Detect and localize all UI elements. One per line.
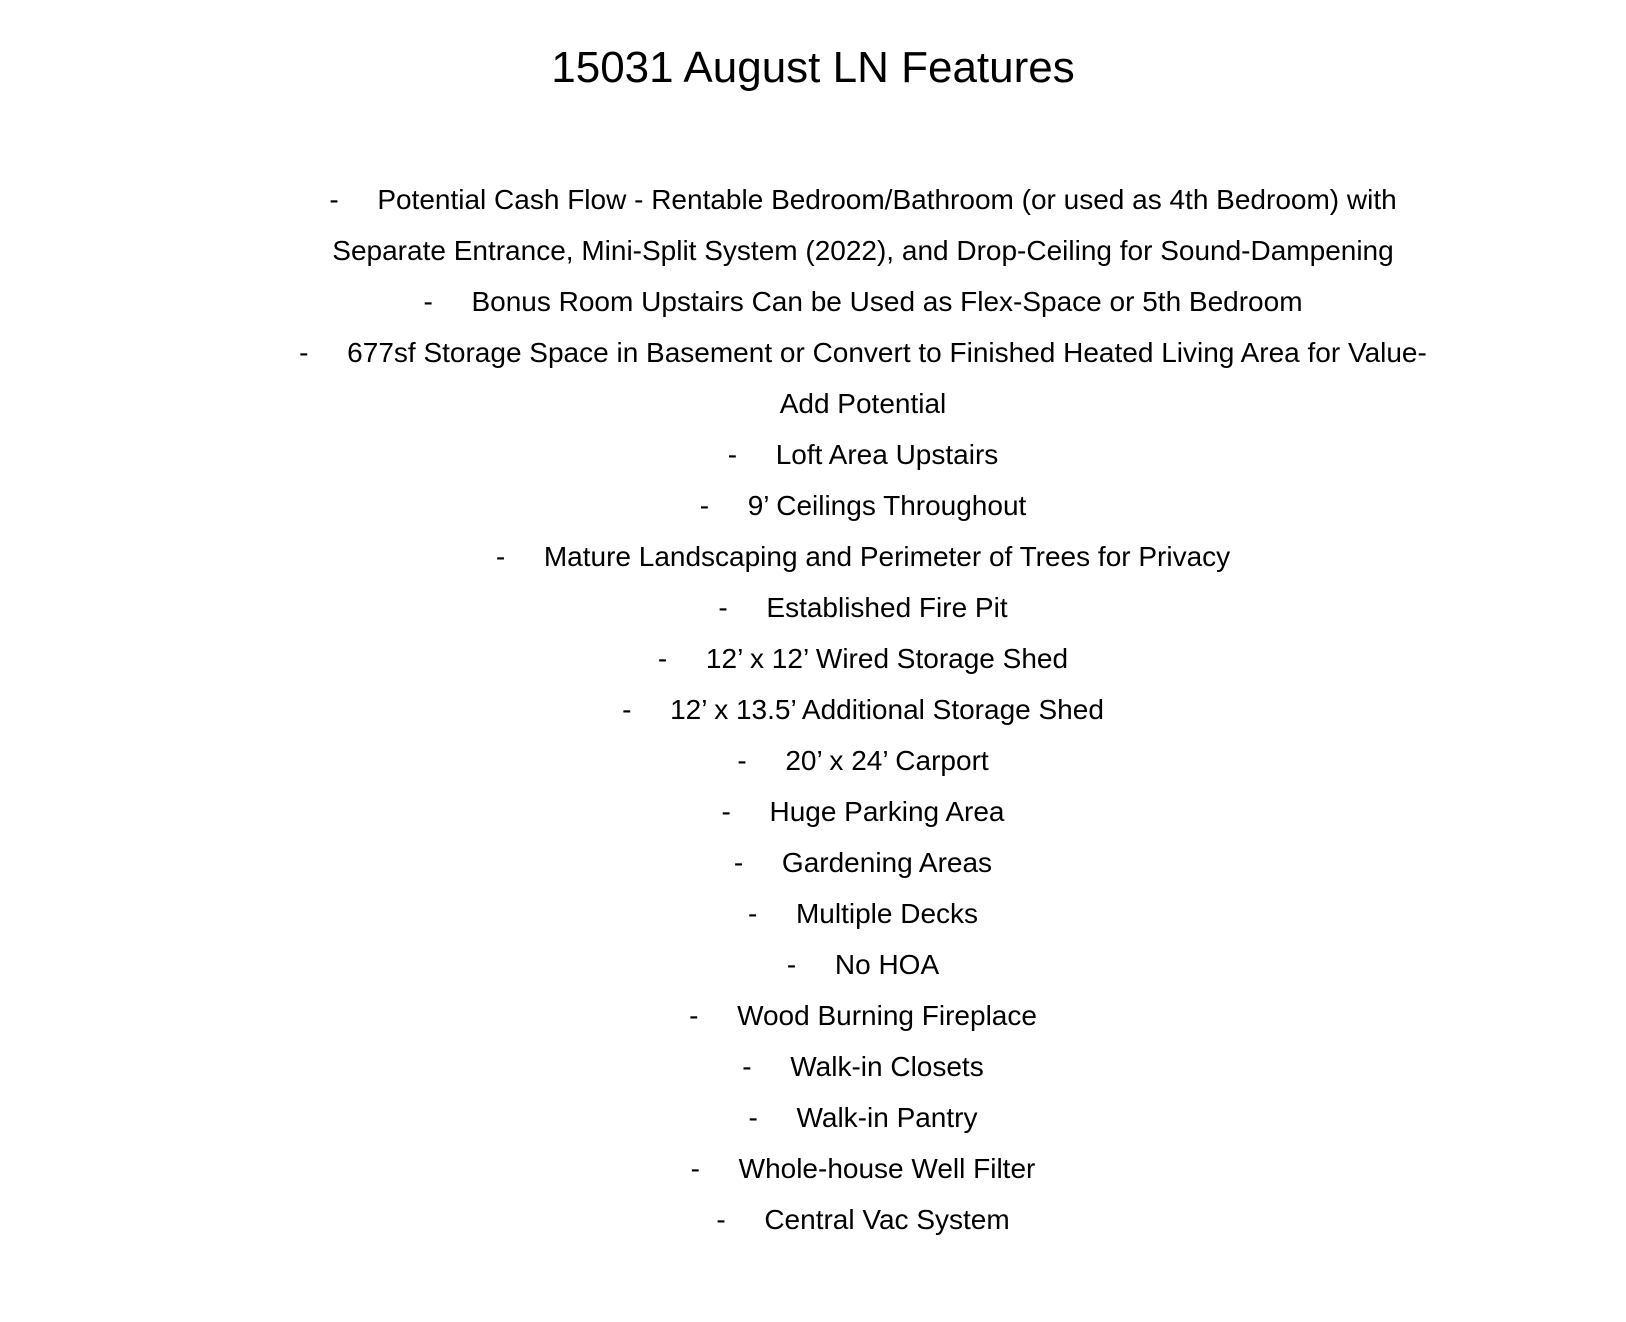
bullet-dash: - [690, 1153, 700, 1184]
feature-item [278, 939, 1448, 990]
feature-item [278, 174, 1448, 276]
feature-text: Loft Area Upstairs [775, 439, 999, 470]
bullet-dash: - [657, 643, 668, 674]
page-title: 15031 August LN Features [551, 43, 1075, 92]
bullet-dash: - [622, 694, 632, 725]
feature-item [278, 1143, 1448, 1194]
feature-text: Established Fire Pit [766, 592, 1008, 623]
feature-text: Potential Cash Flow - Rentable Bedroom/Bathroom (or used as 4th Bedroom) with Separate Entrance, Mini-Split System (2022), and Drop-Ceiling for Sound-Dampening [332, 184, 1397, 266]
bullet-dash: - [721, 796, 731, 827]
feature-text: 677sf Storage Space in Basement or Convert to Finished Heated Living Area for Value-Add Potential [347, 337, 1427, 419]
bullet-dash: - [699, 490, 710, 521]
bullet-dash: - [423, 286, 433, 317]
bullet-dash: - [742, 1051, 752, 1082]
feature-item [278, 1092, 1448, 1143]
feature-item [278, 582, 1448, 633]
feature-text: Multiple Decks [795, 898, 979, 929]
feature-item [278, 1041, 1448, 1092]
bullet-dash: - [748, 1102, 758, 1133]
feature-list [0, 174, 1626, 1245]
bullet-dash: - [786, 949, 797, 980]
bullet-dash: - [747, 898, 758, 929]
feature-item [278, 531, 1448, 582]
bullet-dash: - [329, 184, 339, 215]
bullet-dash: - [495, 541, 506, 572]
feature-text: Mature Landscaping and Perimeter of Trees for Privacy [543, 541, 1231, 572]
bullet-dash: - [716, 1204, 726, 1235]
feature-item [278, 837, 1448, 888]
bullet-dash: - [299, 337, 309, 368]
feature-text: Whole-house Well Filter [738, 1153, 1036, 1184]
feature-item [278, 276, 1448, 327]
feature-item [278, 1194, 1448, 1245]
feature-text: Walk-in Closets [790, 1051, 984, 1082]
feature-text: 9’ Ceilings Throughout [747, 490, 1027, 521]
bullet-dash: - [689, 1000, 699, 1031]
feature-item [278, 990, 1448, 1041]
feature-text: Walk-in Pantry [796, 1102, 978, 1133]
bullet-dash: - [737, 745, 747, 776]
bullet-dash: - [727, 439, 738, 470]
feature-item [278, 429, 1448, 480]
feature-text: 12’ x 12’ Wired Storage Shed [705, 643, 1069, 674]
feature-text: Gardening Areas [781, 847, 993, 878]
feature-item [278, 480, 1448, 531]
feature-item [278, 888, 1448, 939]
feature-text: Central Vac System [764, 1204, 1010, 1235]
feature-item [278, 786, 1448, 837]
feature-text: 12’ x 13.5’ Additional Storage Shed [670, 694, 1104, 725]
feature-text: Bonus Room Upstairs Can be Used as Flex-Space or 5th Bedroom [471, 286, 1303, 317]
feature-text: Huge Parking Area [769, 796, 1005, 827]
feature-text: 20’ x 24’ Carport [785, 745, 989, 776]
feature-text: No HOA [834, 949, 940, 980]
bullet-dash: - [718, 592, 728, 623]
feature-item [278, 735, 1448, 786]
feature-item [278, 684, 1448, 735]
feature-text: Wood Burning Fireplace [737, 1000, 1037, 1031]
bullet-dash: - [733, 847, 744, 878]
feature-item [278, 327, 1448, 429]
feature-item [278, 633, 1448, 684]
